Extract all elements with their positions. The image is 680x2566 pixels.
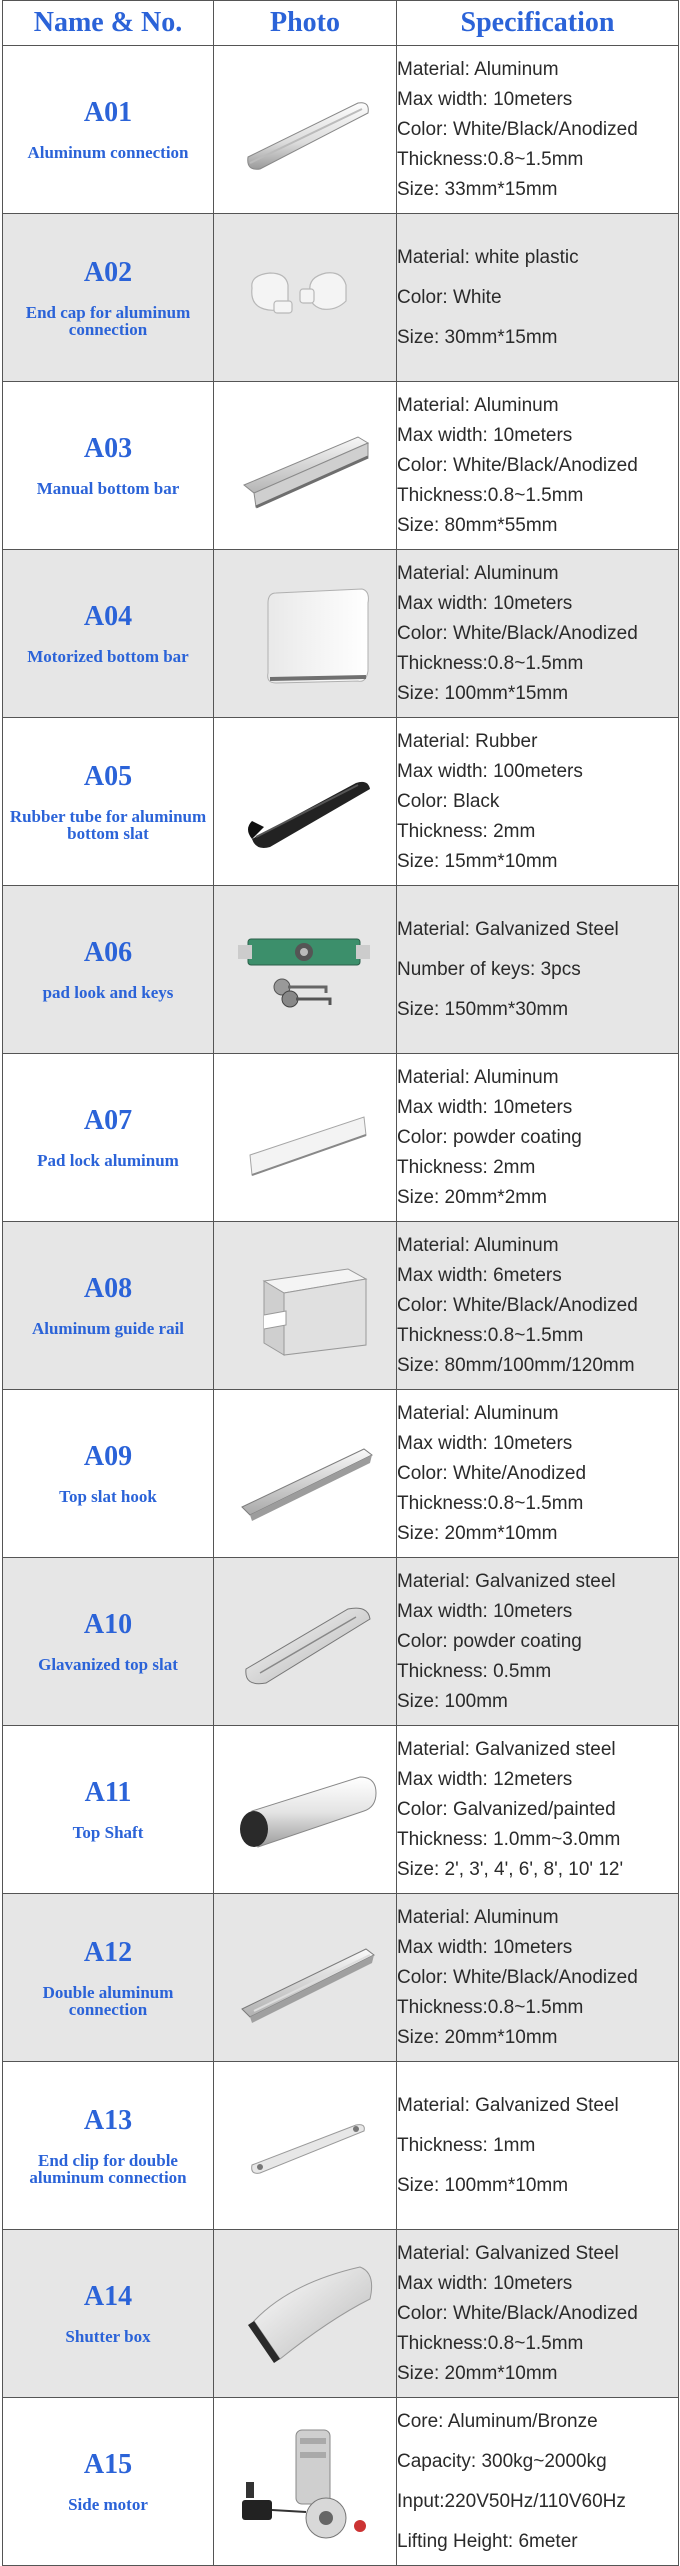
spec-line: Lifting Height: 6meter [397,2530,578,2552]
product-spec-cell [397,46,679,214]
spec-line: Thickness: 2mm [397,820,536,842]
spec-line: Material: Aluminum [397,1234,559,1256]
product-row [3,886,679,1054]
spec-line: Thickness:0.8~1.5mm [397,652,584,674]
spec-line: Core: Aluminum/Bronze [397,2410,598,2432]
spec-line: Max width: 6meters [397,1264,562,1286]
spec-line: Color: Black [397,790,500,812]
end-clip-icon [214,2091,396,2201]
product-code: A02 [83,256,133,288]
product-code: A15 [83,2449,133,2480]
spec-line: Size: 20mm*10mm [397,2362,558,2384]
product-code: A09 [83,1441,133,1472]
product-spec-cell [397,214,679,382]
product-row [3,718,679,886]
product-spec-cell [397,2398,679,2566]
manual-bottom-bar-icon [214,411,396,521]
spec-line: Color: White/Anodized [397,1462,587,1484]
spec-line: Material: Galvanized steel [397,1570,616,1592]
product-row [3,1054,679,1222]
spec-line: Thickness: 2mm [397,1156,536,1178]
product-spec-cell [397,1726,679,1894]
product-name-cell [3,886,214,1054]
product-photo-cell [214,1558,397,1726]
product-code: A10 [83,1609,133,1640]
spec-line: Color: White/Black/Anodized [397,118,638,140]
header-photo: Photo [214,1,397,46]
spec-line: Size: 20mm*10mm [397,1522,558,1544]
spec-line: Thickness:0.8~1.5mm [397,2332,584,2354]
product-row [3,2230,679,2398]
product-photo-cell [214,1222,397,1390]
spec-line: Material: Aluminum [397,1906,559,1928]
spec-line: Color: White/Black/Anodized [397,2302,638,2324]
product-spec-cell [397,1894,679,2062]
product-label: End cap for aluminum connection [25,302,191,339]
product-label: Top slat hook [59,1487,157,1506]
spec-line: Max width: 100meters [397,760,583,782]
product-name-cell [3,1054,214,1222]
padlock-keys-icon [214,915,396,1025]
rubber-tube-icon [214,747,396,857]
product-photo-cell [214,1894,397,2062]
product-name-cell [3,1390,214,1558]
product-photo-cell [214,550,397,718]
spec-line: Size: 150mm*30mm [397,998,569,1020]
end-cap-icon [214,243,396,353]
product-row [3,1558,679,1726]
product-label: Shutter box [65,2327,151,2346]
spec-line: Size: 100mm [397,1690,508,1712]
spec-line: Material: Aluminum [397,1066,559,1088]
spec-line: Size: 15mm*10mm [397,850,558,872]
product-row [3,1894,679,2062]
product-photo-cell [214,382,397,550]
product-name-cell [3,214,214,382]
product-label: Motorized bottom bar [27,647,189,666]
product-row [3,1726,679,1894]
product-row [3,1390,679,1558]
product-spec-cell [397,1390,679,1558]
spec-line: Max width: 10meters [397,2272,573,2294]
product-label: Glavanized top slat [38,1655,178,1674]
spec-line: Size: 20mm*2mm [397,1186,547,1208]
product-name-cell [3,382,214,550]
spec-line: Material: Galvanized steel [397,1738,616,1760]
header-specification: Specification [397,1,679,46]
product-spec-cell [397,1222,679,1390]
guide-rail-icon [214,1251,396,1361]
spec-line: Thickness:0.8~1.5mm [397,1492,584,1514]
spec-line: Color: powder coating [397,1126,582,1148]
top-slat-hook-icon [214,1419,396,1529]
product-label: Top Shaft [72,1823,144,1842]
spec-line: Thickness: 0.5mm [397,1660,552,1682]
spec-line: Size: 100mm*15mm [397,682,569,704]
spec-line: Max width: 10meters [397,592,573,614]
top-shaft-icon [214,1755,396,1865]
spec-line: Max width: 12meters [397,1768,573,1790]
product-row [3,214,679,382]
product-label: Aluminum guide rail [31,1319,185,1338]
spec-line: Thickness:0.8~1.5mm [397,148,584,170]
product-label: pad look and keys [42,983,174,1002]
product-name-cell [3,1894,214,2062]
product-spec-cell [397,718,679,886]
spec-line: Color: White/Black/Anodized [397,1294,638,1316]
motorized-bottom-bar-icon [214,579,396,689]
product-code: A08 [83,1273,133,1304]
product-label: Pad lock aluminum [37,1151,179,1170]
product-label: End clip for double aluminum connection [29,2150,187,2187]
product-photo-cell [214,1726,397,1894]
product-photo-cell [214,214,397,382]
spec-line: Size: 20mm*10mm [397,2026,558,2048]
header-row [3,1,679,46]
spec-line: Size: 100mm*10mm [397,2174,569,2196]
spec-line: Capacity: 300kg~2000kg [397,2450,607,2472]
shutter-box-icon [214,2259,396,2369]
product-label: Side motor [68,2495,148,2514]
double-connection-icon [214,1923,396,2033]
product-label: Manual bottom bar [36,479,180,498]
product-spec-cell [397,2062,679,2230]
product-spec-cell [397,2230,679,2398]
product-spec-cell [397,1054,679,1222]
spec-line: Thickness: 1.0mm~3.0mm [397,1828,621,1850]
product-photo-cell [214,1054,397,1222]
product-code: A13 [83,2104,133,2136]
product-spec-cell [397,886,679,1054]
product-name-cell [3,1726,214,1894]
spec-line: Thickness:0.8~1.5mm [397,1324,584,1346]
product-photo-cell [214,2398,397,2566]
spec-line: Number of keys: 3pcs [397,958,581,980]
product-label: Double aluminum connection [42,1982,174,2019]
product-row [3,382,679,550]
spec-line: Material: Aluminum [397,394,559,416]
spec-line: Color: powder coating [397,1630,582,1652]
spec-line: Material: Galvanized Steel [397,2094,619,2116]
spec-line: Material: Aluminum [397,1402,559,1424]
header-name-no: Name & No. [3,1,214,46]
spec-line: Material: Rubber [397,730,538,752]
product-name-cell [3,718,214,886]
product-code: A06 [83,937,133,968]
product-photo-cell [214,46,397,214]
spec-line: Thickness: 1mm [397,2134,536,2156]
product-photo-cell [214,2062,397,2230]
product-photo-cell [214,886,397,1054]
product-photo-cell [214,2230,397,2398]
pad-lock-aluminum-icon [214,1083,396,1193]
spec-line: Material: Galvanized Steel [397,918,619,940]
product-row [3,550,679,718]
product-code: A14 [83,2281,133,2312]
product-name-cell [3,1222,214,1390]
product-row [3,2398,679,2566]
product-spec-cell [397,1558,679,1726]
spec-line: Input:220V50Hz/110V60Hz [397,2490,626,2512]
spec-line: Size: 2', 3', 4', 6', 8', 10' 12' [397,1858,624,1880]
spec-line: Max width: 10meters [397,1936,573,1958]
spec-line: Max width: 10meters [397,1600,573,1622]
product-name-cell [3,46,214,214]
product-label: Rubber tube for aluminum bottom slat [9,806,207,843]
spec-line: Color: White/Black/Anodized [397,454,638,476]
product-code: A11 [84,1777,132,1808]
product-code: A04 [83,601,133,632]
spec-line: Max width: 10meters [397,1096,573,1118]
spec-line: Color: White/Black/Anodized [397,1966,638,1988]
spec-line: Material: Aluminum [397,562,559,584]
spec-line: Max width: 10meters [397,1432,573,1454]
product-row [3,46,679,214]
spec-rows [3,46,679,2566]
spec-line: Max width: 10meters [397,88,573,110]
spec-line: Thickness:0.8~1.5mm [397,1996,584,2018]
product-photo-cell [214,718,397,886]
product-name-cell [3,2062,214,2230]
product-name-cell [3,1558,214,1726]
product-name-cell [3,550,214,718]
product-code: A01 [83,97,133,128]
spec-line: Thickness:0.8~1.5mm [397,484,584,506]
product-spec-cell [397,382,679,550]
spec-line: Color: White [397,286,502,308]
spec-line: Max width: 10meters [397,424,573,446]
aluminum-connection-icon [214,75,396,185]
product-row [3,1222,679,1390]
spec-line: Material: white plastic [397,246,579,268]
side-motor-icon [214,2422,396,2542]
product-code: A03 [83,433,133,464]
product-photo-cell [214,1390,397,1558]
product-code: A05 [83,760,133,792]
product-code: A12 [83,1936,133,1968]
spec-table [2,0,679,2566]
product-name-cell [3,2398,214,2566]
galvanized-top-slat-icon [214,1587,396,1697]
spec-line: Color: White/Black/Anodized [397,622,638,644]
product-name-cell [3,2230,214,2398]
product-code: A07 [83,1105,133,1136]
spec-line: Material: Galvanized Steel [397,2242,619,2264]
spec-line: Size: 33mm*15mm [397,178,558,200]
product-label: Aluminum connection [27,143,189,162]
product-row [3,2062,679,2230]
spec-line: Size: 80mm/100mm/120mm [397,1354,635,1376]
spec-line: Size: 30mm*15mm [397,326,558,348]
spec-line: Color: Galvanized/painted [397,1798,616,1820]
product-spec-cell [397,550,679,718]
spec-line: Material: Aluminum [397,58,559,80]
spec-line: Size: 80mm*55mm [397,514,558,536]
